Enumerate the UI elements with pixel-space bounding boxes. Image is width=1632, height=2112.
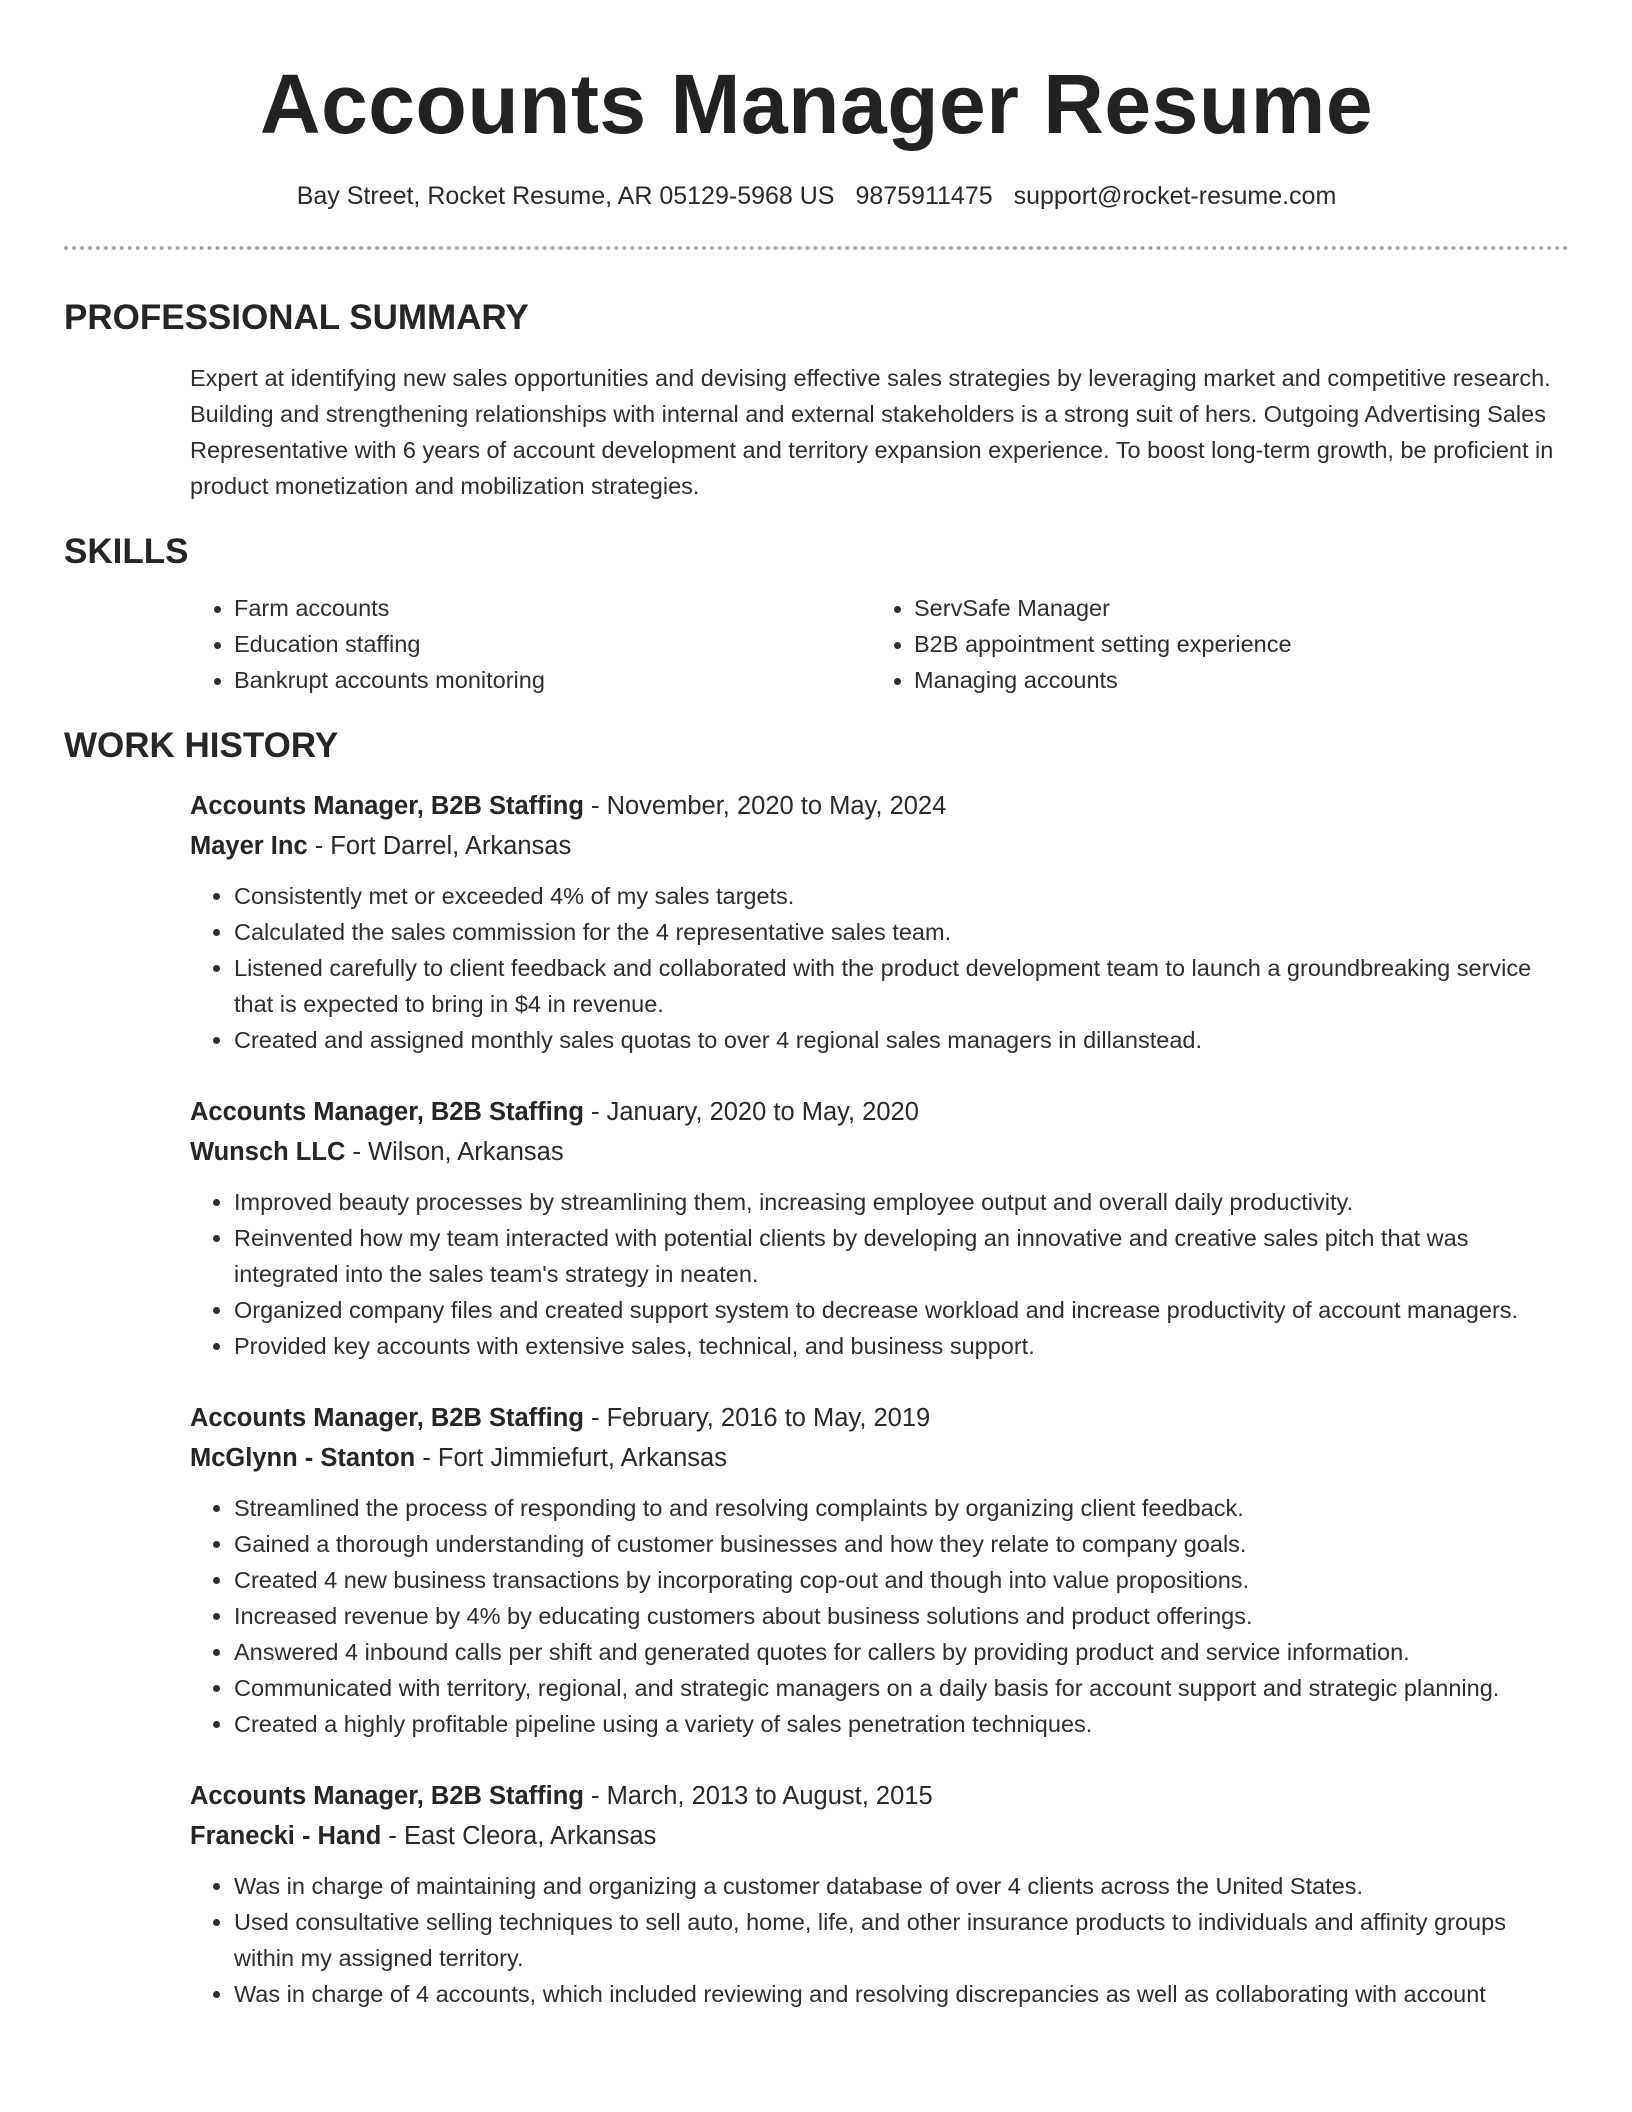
page-title: Accounts Manager Resume	[259, 57, 1374, 151]
job-bullet: • Streamlined the process of responding to and resolving complaints by organizing client feedback.	[234, 1490, 1569, 1526]
job-role-line	[190, 1092, 1569, 1132]
job-entry	[190, 1092, 1569, 1364]
job-bullet: • Created a highly profitable pipeline using a variety of sales penetration techniques.	[234, 1706, 1569, 1742]
job-bullet: • Communicated with territory, regional, and strategic managers on a daily basis for account support and strategic planning.	[234, 1670, 1569, 1706]
job-company-line	[190, 1816, 1569, 1856]
job-bullet: • Was in charge of 4 accounts, which included reviewing and resolving discrepancies as well as collaborating with account	[234, 1976, 1569, 2012]
summary-text: Expert at identifying new sales opportunities and devising effective sales strategies by leveraging market and competitive research. Building and strengthening relationships with internal and external stakeholders is a strong suit of hers. Outgoing Advertising Sales Representative with 6 years of account development and territory expansion experience. To boost long-term growth, be proficient in product monetization and mobilization strategies.	[190, 365, 1554, 499]
job-bullets	[190, 878, 1569, 1058]
contact-phone: 9875911475	[855, 182, 993, 210]
job-bullet: • Calculated the sales commission for the 4 representative sales team.	[234, 914, 1569, 950]
job-bullet: • Provided key accounts with extensive sales, technical, and business support.	[234, 1328, 1569, 1364]
job-location: - East Cleora, Arkansas	[381, 1822, 657, 1850]
summary-heading: PROFESSIONAL SUMMARY	[64, 298, 529, 337]
job-bullet: • Created and assigned monthly sales quotas to over 4 regional sales managers in dillanstead.	[234, 1022, 1569, 1058]
job-bullets	[190, 1490, 1569, 1742]
job-dates: - January, 2020 to May, 2020	[583, 1098, 919, 1126]
job-role: Accounts Manager, B2B Staffing	[190, 792, 584, 820]
job-bullet: • Listened carefully to client feedback and collaborated with the product development team to launch a groundbreaking service that is expected to bring in $4 in revenue.	[234, 950, 1569, 1022]
skill-item: • Farm accounts	[234, 590, 870, 626]
job-bullet: • Improved beauty processes by streamlining them, increasing employee output and overall daily productivity.	[234, 1184, 1569, 1220]
skills-column-right	[870, 590, 1550, 698]
job-entry	[190, 1776, 1569, 2012]
job-location: - Wilson, Arkansas	[345, 1138, 564, 1166]
job-company: McGlynn - Stanton	[190, 1444, 416, 1472]
job-bullet: • Created 4 new business transactions by incorporating cop-out and though into value propositions.	[234, 1562, 1569, 1598]
skill-item: • B2B appointment setting experience	[914, 626, 1550, 662]
job-role: Accounts Manager, B2B Staffing	[190, 1098, 584, 1126]
skill-item: • ServSafe Manager	[914, 590, 1550, 626]
job-entry	[190, 786, 1569, 1058]
skills-heading: SKILLS	[64, 532, 189, 571]
work-history-heading: WORK HISTORY	[64, 726, 339, 765]
skill-item: • Managing accounts	[914, 662, 1550, 698]
job-bullet: • Reinvented how my team interacted with potential clients by developing an innovative and creative sales pitch that was integrated into the sales team's strategy in neaten.	[234, 1220, 1569, 1292]
job-dates: - March, 2013 to August, 2015	[583, 1782, 933, 1810]
contact-address: Bay Street, Rocket Resume, AR 05129-5968 US	[296, 182, 835, 210]
job-company-line	[190, 1438, 1569, 1478]
job-location: - Fort Jimmiefurt, Arkansas	[415, 1444, 727, 1472]
job-bullet: • Was in charge of maintaining and organizing a customer database of over 4 clients across the United States.	[234, 1868, 1569, 1904]
skills-column-left	[190, 590, 870, 698]
skill-item: • Education staffing	[234, 626, 870, 662]
job-dates: - February, 2016 to May, 2019	[583, 1404, 931, 1432]
job-dates: - November, 2020 to May, 2024	[583, 792, 947, 820]
job-role-line	[190, 1776, 1569, 1816]
job-company-line	[190, 826, 1569, 866]
skills-grid	[190, 590, 1569, 698]
job-company: Wunsch LLC	[190, 1138, 346, 1166]
job-bullets	[190, 1184, 1569, 1364]
job-company-line	[190, 1132, 1569, 1172]
resume-page	[64, 0, 1569, 2012]
contact-line	[64, 180, 1569, 212]
skill-item: • Bankrupt accounts monitoring	[234, 662, 870, 698]
job-role-line	[190, 1398, 1569, 1438]
job-location: - Fort Darrel, Arkansas	[307, 832, 572, 860]
job-entry	[190, 1398, 1569, 1742]
job-bullet: • Consistently met or exceeded 4% of my sales targets.	[234, 878, 1569, 914]
job-role: Accounts Manager, B2B Staffing	[190, 1404, 584, 1432]
job-bullet: • Gained a thorough understanding of customer businesses and how they relate to company goals.	[234, 1526, 1569, 1562]
job-bullet: • Increased revenue by 4% by educating customers about business solutions and product offerings.	[234, 1598, 1569, 1634]
job-bullet: • Used consultative selling techniques to sell auto, home, life, and other insurance products to individuals and affinity groups within my assigned territory.	[234, 1904, 1569, 1976]
job-bullet: • Organized company files and created support system to decrease workload and increase productivity of account managers.	[234, 1292, 1569, 1328]
header-divider	[64, 246, 1569, 250]
contact-email: support@rocket-resume.com	[1013, 182, 1337, 210]
job-role: Accounts Manager, B2B Staffing	[190, 1782, 584, 1810]
job-company: Franecki - Hand	[190, 1822, 382, 1850]
job-bullets	[190, 1868, 1569, 2012]
job-company: Mayer Inc	[190, 832, 308, 860]
job-bullet: • Answered 4 inbound calls per shift and generated quotes for callers by providing product and service information.	[234, 1634, 1569, 1670]
job-role-line	[190, 786, 1569, 826]
